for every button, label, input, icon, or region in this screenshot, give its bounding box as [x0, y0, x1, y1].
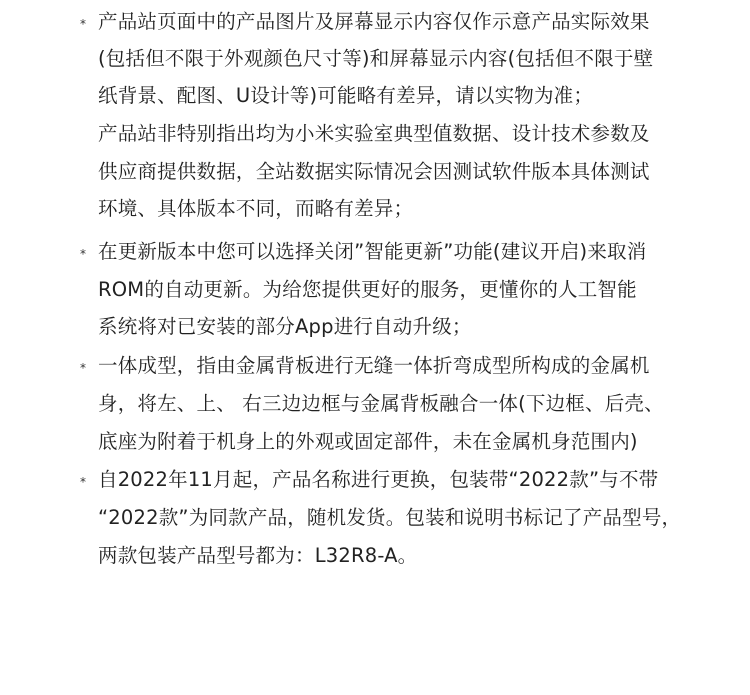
- note-3-line-1: 一体成型，指由金属背板进行无缝一体折弯成型所构成的金属机: [98, 354, 650, 377]
- note-4-line-3: 两款包装产品型号都为：L32R8-A。: [98, 544, 418, 567]
- bullet-asterisk: *: [80, 361, 86, 375]
- note-2-line-1: 在更新版本中您可以选择关闭”智能更新”功能(建议开启)来取消: [98, 240, 647, 263]
- note-1-line-4: 产品站非特别指出均为小米实验室典型值数据、设计技术参数及: [98, 122, 650, 145]
- bullet-asterisk: *: [80, 17, 86, 31]
- note-1-line-5: 供应商提供数据，全站数据实际情况会因测试软件版本具体测试: [98, 160, 650, 183]
- note-4-line-2: “2022款”为同款产品，随机发货。包装和说明书标记了产品型号，: [98, 506, 682, 529]
- note-1-line-1: 产品站页面中的产品图片及屏幕显示内容仅作示意产品实际效果: [98, 10, 650, 33]
- note-3-line-2: 身，将左、上、 右三边边框与金属背板融合一体(下边框、后壳、: [98, 392, 664, 415]
- note-4-line-1: 自2022年11月起，产品名称进行更换，包装带“2022款”与不带: [98, 468, 659, 491]
- note-3-line-3: 底座为附着于机身上的外观或固定部件，未在金属机身范围内): [98, 430, 638, 453]
- note-2-line-3: 系统将对已安装的部分App进行自动升级；: [98, 315, 472, 338]
- bullet-asterisk: *: [80, 475, 86, 489]
- note-1-line-3: 纸背景、配图、U设计等)可能略有差异，请以实物为准；: [98, 84, 594, 107]
- note-2-line-2: ROM的自动更新。为给您提供更好的服务，更懂你的人工智能: [98, 278, 637, 301]
- note-1-line-6: 环境、具体版本不同，而略有差异；: [98, 197, 414, 220]
- bullet-asterisk: *: [80, 247, 86, 261]
- note-1-line-2: (包括但不限于外观颜色尺寸等)和屏幕显示内容(包括但不限于壁: [98, 47, 654, 70]
